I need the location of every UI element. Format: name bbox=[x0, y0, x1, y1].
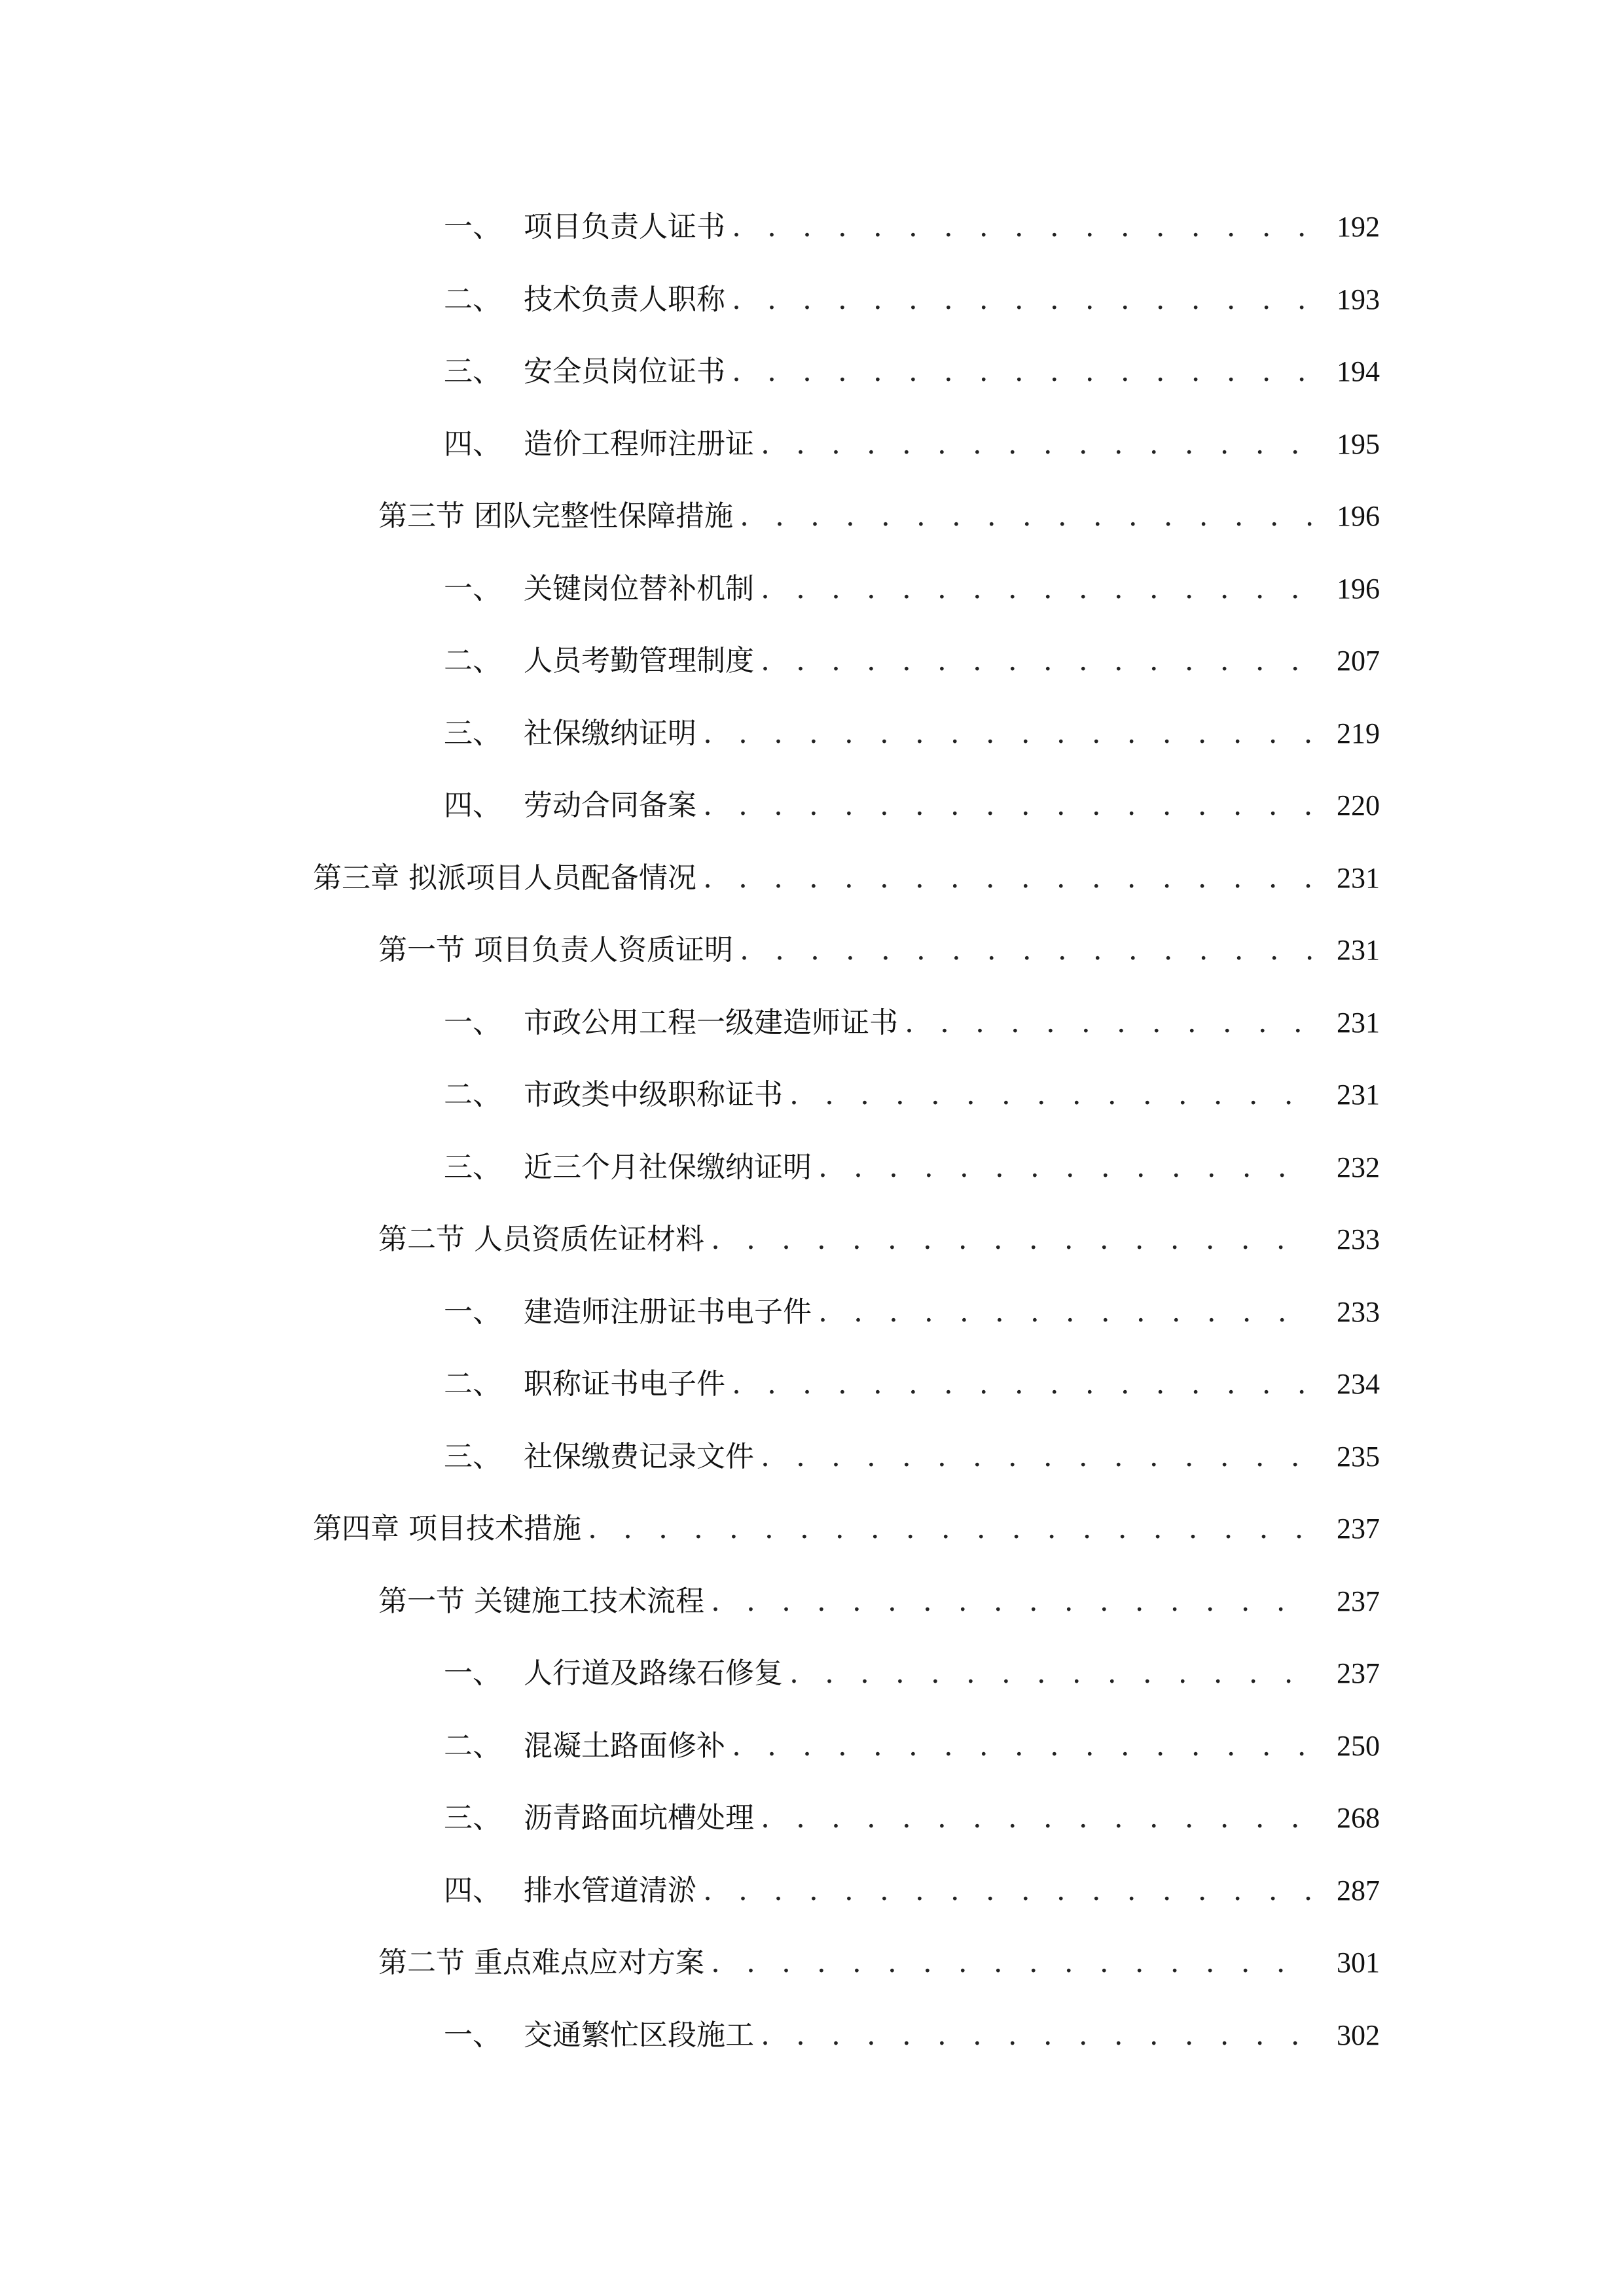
toc-entry-title: 造价工程师注册证 bbox=[524, 427, 754, 461]
toc-entry-page-number: 219 bbox=[1337, 717, 1380, 749]
toc-entry-label bbox=[378, 924, 733, 977]
toc-entry-label bbox=[444, 1792, 754, 1844]
toc-entry-title: 项目负责人证书 bbox=[524, 210, 725, 243]
toc-entry-number: 第二节 bbox=[378, 1946, 465, 1979]
toc-entry-number: 三、 bbox=[444, 717, 501, 750]
dot-leader bbox=[740, 924, 1313, 977]
toc-entry-item[interactable] bbox=[444, 346, 1380, 398]
toc-entry-item[interactable] bbox=[444, 1865, 1380, 1917]
toc-entry-label bbox=[444, 1141, 812, 1194]
toc-entry-label bbox=[313, 1503, 581, 1555]
toc-entry-title: 市政公用工程一级建造师证书 bbox=[524, 1006, 898, 1039]
toc-entry-page-number: 287 bbox=[1337, 1874, 1380, 1907]
toc-entry-page-number: 220 bbox=[1337, 789, 1380, 821]
toc-entry-page-number: 192 bbox=[1337, 211, 1380, 243]
toc-entry-item[interactable] bbox=[444, 1358, 1380, 1410]
toc-entry-number: 二、 bbox=[444, 283, 501, 316]
toc-entry-number: 一、 bbox=[444, 1006, 501, 1039]
toc-entry-label bbox=[444, 1720, 725, 1772]
dot-leader bbox=[588, 1503, 1313, 1555]
toc-entry-label bbox=[444, 780, 696, 832]
toc-entry-number: 第一节 bbox=[378, 933, 465, 967]
toc-entry-number: 第一节 bbox=[378, 1585, 465, 1618]
toc-entry-title: 拟派项目人员配备情况 bbox=[408, 861, 696, 895]
dot-leader bbox=[732, 201, 1313, 253]
toc-entry-page-number: 237 bbox=[1337, 1513, 1380, 1545]
toc-entry-item[interactable] bbox=[444, 1069, 1380, 1121]
toc-entry-number: 三、 bbox=[444, 1801, 501, 1835]
toc-entry-title: 排水管道清淤 bbox=[524, 1874, 696, 1907]
toc-entry-label bbox=[378, 1937, 704, 1989]
toc-entry-label bbox=[444, 201, 725, 253]
dot-leader bbox=[761, 2009, 1313, 2062]
toc-entry-item[interactable] bbox=[444, 997, 1380, 1049]
dot-leader bbox=[818, 1286, 1313, 1338]
toc-entry-page-number: 207 bbox=[1337, 645, 1380, 677]
dot-leader bbox=[740, 490, 1313, 543]
toc-entry-label bbox=[444, 1069, 783, 1121]
toc-entry-page-number: 237 bbox=[1337, 1657, 1380, 1689]
toc-entry-number: 三、 bbox=[444, 1151, 501, 1184]
toc-entry-page-number: 233 bbox=[1337, 1296, 1380, 1328]
toc-entry-page-number: 231 bbox=[1337, 1007, 1380, 1039]
dot-leader bbox=[703, 780, 1313, 832]
toc-entry-title: 重点难点应对方案 bbox=[474, 1946, 704, 1979]
toc-entry-label bbox=[444, 2009, 754, 2062]
toc-entry-number: 一、 bbox=[444, 1657, 501, 1690]
toc-entry-number: 三、 bbox=[444, 355, 501, 388]
dot-leader bbox=[703, 852, 1313, 905]
toc-entry-label bbox=[444, 563, 754, 615]
toc-entry-item[interactable] bbox=[444, 1647, 1380, 1700]
toc-entry-title: 沥青路面坑槽处理 bbox=[524, 1801, 754, 1835]
toc-entry-item[interactable] bbox=[444, 1141, 1380, 1194]
toc-entry-number: 第二节 bbox=[378, 1223, 465, 1256]
toc-entry-title: 社保缴费记录文件 bbox=[524, 1440, 754, 1473]
toc-entry-page-number: 235 bbox=[1337, 1441, 1380, 1473]
toc-entry-item[interactable] bbox=[444, 1792, 1380, 1844]
dot-leader bbox=[711, 1937, 1313, 1989]
toc-entry-title: 社保缴纳证明 bbox=[524, 717, 696, 750]
toc-entry-title: 劳动合同备案 bbox=[524, 789, 696, 822]
dot-leader bbox=[703, 1865, 1313, 1917]
dot-leader bbox=[789, 1647, 1313, 1700]
dot-leader bbox=[761, 1431, 1313, 1483]
dot-leader bbox=[761, 1792, 1313, 1844]
toc-entry-page-number: 194 bbox=[1337, 355, 1380, 387]
toc-entry-page-number: 302 bbox=[1337, 2019, 1380, 2051]
toc-entry-label bbox=[444, 635, 754, 687]
toc-entry-title: 人员考勤管理制度 bbox=[524, 644, 754, 677]
toc-entry-label bbox=[378, 1575, 704, 1628]
toc-entry-title: 团队完整性保障措施 bbox=[474, 499, 733, 533]
toc-entry-title: 交通繁忙区段施工 bbox=[524, 2018, 754, 2052]
toc-entry-page-number: 237 bbox=[1337, 1585, 1380, 1617]
dot-leader bbox=[818, 1141, 1313, 1194]
toc-entry-label bbox=[444, 274, 725, 326]
toc-entry-item[interactable] bbox=[444, 274, 1380, 326]
toc-entry-page-number: 196 bbox=[1337, 500, 1380, 532]
toc-entry-item[interactable] bbox=[444, 2009, 1380, 2062]
toc-entry-number: 一、 bbox=[444, 210, 501, 243]
toc-entry-number: 一、 bbox=[444, 1295, 501, 1329]
toc-entry-title: 项目技术措施 bbox=[408, 1512, 581, 1545]
dot-leader bbox=[732, 1720, 1313, 1772]
toc-entry-section[interactable] bbox=[378, 924, 1380, 977]
dot-leader bbox=[711, 1575, 1313, 1628]
toc-entry-number: 四、 bbox=[444, 1874, 501, 1907]
toc-entry-label bbox=[444, 1865, 696, 1917]
toc-entry-number: 二、 bbox=[444, 1367, 501, 1401]
toc-entry-title: 关键岗位替补机制 bbox=[524, 572, 754, 605]
toc-entry-title: 职称证书电子件 bbox=[524, 1367, 725, 1401]
toc-entry-title: 人行道及路缘石修复 bbox=[524, 1657, 783, 1690]
toc-entry-number: 第四章 bbox=[313, 1512, 399, 1545]
toc-entry-number: 二、 bbox=[444, 1729, 501, 1763]
toc-entry-title: 项目负责人资质证明 bbox=[474, 933, 733, 967]
toc-entry-number: 四、 bbox=[444, 427, 501, 461]
toc-entry-title: 安全员岗位证书 bbox=[524, 355, 725, 388]
dot-leader bbox=[761, 635, 1313, 687]
toc-entry-label bbox=[444, 346, 725, 398]
toc-entry-title: 混凝土路面修补 bbox=[524, 1729, 725, 1763]
toc-entry-page-number: 301 bbox=[1337, 1946, 1380, 1979]
dot-leader bbox=[732, 274, 1313, 326]
toc-entry-label bbox=[444, 1358, 725, 1410]
toc-entry-number: 第三节 bbox=[378, 499, 465, 533]
toc-entry-item[interactable] bbox=[444, 780, 1380, 832]
toc-entry-label bbox=[444, 1647, 783, 1700]
toc-entry-item[interactable] bbox=[444, 563, 1380, 615]
dot-leader bbox=[905, 997, 1313, 1049]
toc-entry-item[interactable] bbox=[444, 201, 1380, 253]
toc-entry-label bbox=[444, 1431, 754, 1483]
toc-entry-title: 建造师注册证书电子件 bbox=[524, 1295, 812, 1329]
dot-leader bbox=[761, 418, 1313, 471]
toc-entry-number: 一、 bbox=[444, 572, 501, 605]
toc-entry-label bbox=[444, 1286, 812, 1338]
toc-entry-number: 三、 bbox=[444, 1440, 501, 1473]
toc-entry-page-number: 193 bbox=[1337, 283, 1380, 315]
toc-entry-label bbox=[444, 418, 754, 471]
toc-entry-section[interactable] bbox=[378, 1213, 1380, 1266]
toc-entry-item[interactable] bbox=[444, 1431, 1380, 1483]
toc-entry-number: 第三章 bbox=[313, 861, 399, 895]
toc-entry-page-number: 232 bbox=[1337, 1151, 1380, 1183]
toc-entry-title: 市政类中级职称证书 bbox=[524, 1078, 783, 1111]
toc-entry-section[interactable] bbox=[378, 490, 1380, 543]
toc-entry-page-number: 233 bbox=[1337, 1223, 1380, 1255]
toc-entry-number: 二、 bbox=[444, 1078, 501, 1111]
dot-leader bbox=[732, 346, 1313, 398]
toc-entry-label bbox=[444, 997, 898, 1049]
toc-entry-chapter[interactable] bbox=[313, 1503, 1380, 1555]
toc-entry-item[interactable] bbox=[444, 1286, 1380, 1338]
dot-leader bbox=[703, 708, 1313, 760]
toc-entry-chapter[interactable] bbox=[313, 852, 1380, 905]
toc-entry-title: 人员资质佐证材料 bbox=[474, 1223, 704, 1256]
toc-entry-title: 近三个月社保缴纳证明 bbox=[524, 1151, 812, 1184]
toc-entry-page-number: 196 bbox=[1337, 573, 1380, 605]
toc-entry-page-number: 195 bbox=[1337, 428, 1380, 460]
dot-leader bbox=[789, 1069, 1313, 1121]
toc-entry-section[interactable] bbox=[378, 1575, 1380, 1628]
toc-entry-page-number: 231 bbox=[1337, 862, 1380, 894]
toc-entry-item[interactable] bbox=[444, 708, 1380, 760]
toc-entry-number: 二、 bbox=[444, 644, 501, 677]
toc-entry-item[interactable] bbox=[444, 635, 1380, 687]
toc-entry-number: 一、 bbox=[444, 2018, 501, 2052]
toc-entry-title: 关键施工技术流程 bbox=[474, 1585, 704, 1618]
toc-entry-page-number: 231 bbox=[1337, 1079, 1380, 1111]
toc-entry-label bbox=[378, 490, 733, 543]
toc-entry-section[interactable] bbox=[378, 1937, 1380, 1989]
toc-entry-label bbox=[444, 708, 696, 760]
dot-leader bbox=[732, 1358, 1313, 1410]
toc-entry-label bbox=[313, 852, 696, 905]
dot-leader bbox=[711, 1213, 1313, 1266]
toc-entry-item[interactable] bbox=[444, 1720, 1380, 1772]
toc-entry-page-number: 231 bbox=[1337, 934, 1380, 966]
toc-entry-number: 四、 bbox=[444, 789, 501, 822]
dot-leader bbox=[761, 563, 1313, 615]
toc-entry-title: 技术负责人职称 bbox=[524, 283, 725, 316]
toc-entry-page-number: 250 bbox=[1337, 1730, 1380, 1762]
toc-entry-label bbox=[378, 1213, 704, 1266]
toc-entry-page-number: 268 bbox=[1337, 1802, 1380, 1834]
toc-entry-item[interactable] bbox=[444, 418, 1380, 471]
toc-entry-page-number: 234 bbox=[1337, 1368, 1380, 1400]
